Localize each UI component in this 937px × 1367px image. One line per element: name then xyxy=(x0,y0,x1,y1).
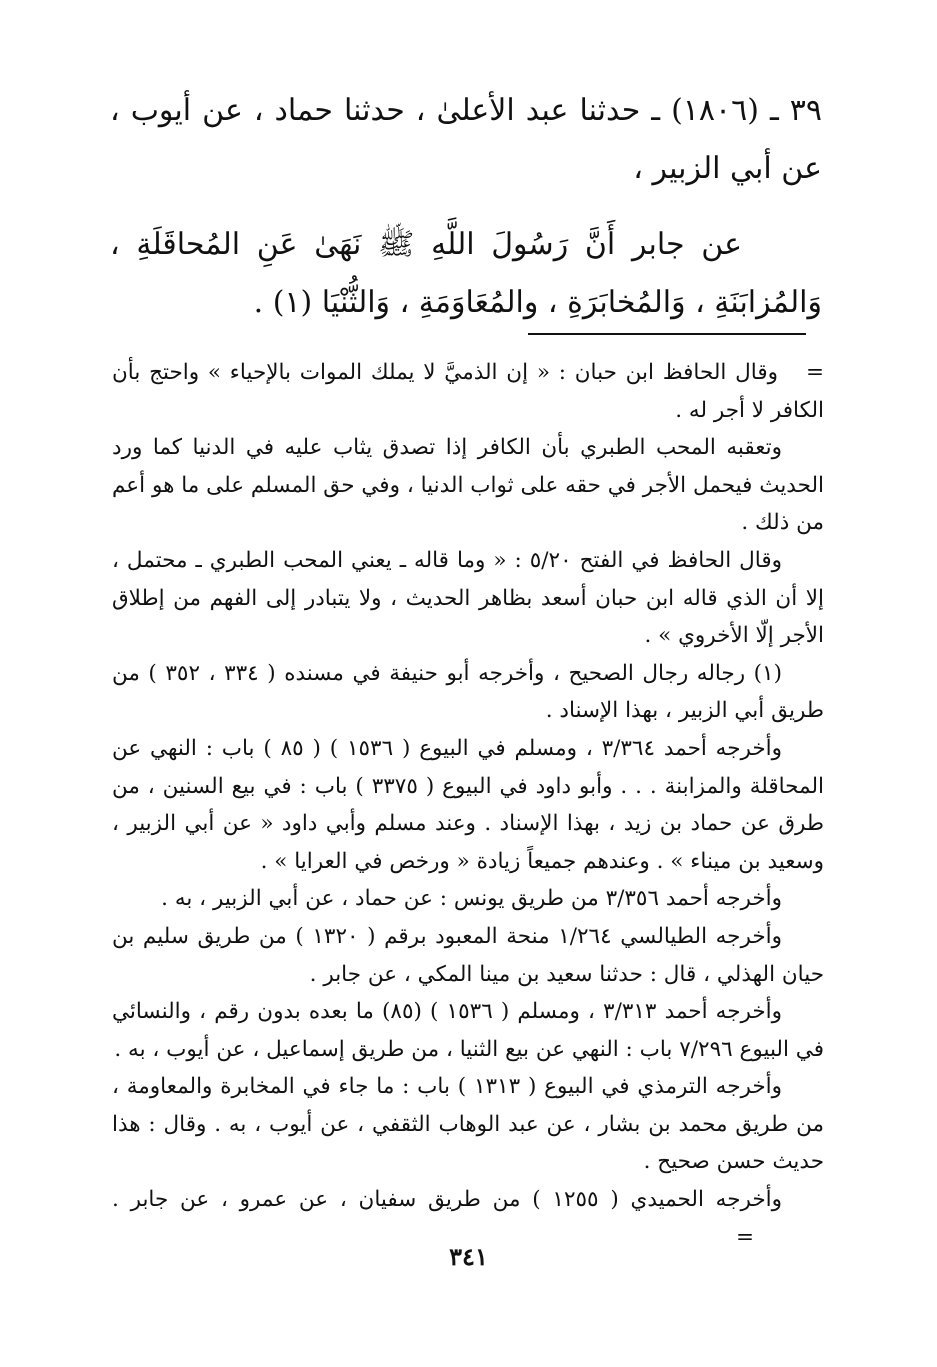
continues-mark: = xyxy=(735,1224,754,1250)
footnote-continued xyxy=(112,354,824,429)
footnote-separator xyxy=(528,333,806,335)
footnote-text: وقال الحافظ ابن حبان : « إن الذميَّ لا يملك الموات بالإحياء » واحتج بأن الكافر لا أجر له . xyxy=(112,360,824,423)
footnote-paragraph: وأخرجه أحمد ٣/٣١٣ ، ومسلم ( ١٥٣٦ ) (٨٥) ما بعده بدون رقم ، والنسائي في البيوع ٧/٢٩٦ باب : النهي عن بيع الثنيا ، من طريق إسماعيل ، عن أيوب ، به . xyxy=(112,999,824,1062)
footnote-paragraph: وأخرجه أحمد ٣/٣٥٦ من طريق يونس : عن حماد ، عن أبي الزبير ، به . xyxy=(161,886,782,912)
footnote-paragraph: وأخرجه أحمد ٣/٣٦٤ ، ومسلم في البيوع ( ١٥٣٦ ) ( ٨٥ ) باب : النهي عن المحاقلة والمزابنة . . . وأبو داود في البيوع ( ٣٣٧٥ ) باب : في بيع السنين ، من طرق عن حماد بن زيد ، بهذا الإسناد . وعند مسلم وأبي داود « عن أبي الزبير ، وسعيد بن ميناء » . وعندهم جميعاً زيادة « ورخص في العرايا » . xyxy=(112,735,824,874)
footnotes-block xyxy=(112,354,824,1256)
hadith-matn: عن جابر أَنَّ رَسُولَ اللَّهِ ﷺ نَهَىٰ عَنِ المُحاقَلَةِ ، وَالمُزابَنَةِ ، وَالمُخابَرَةِ ، والمُعَاوَمَةِ ، وَالثُّنْيَا (١) . xyxy=(110,227,822,320)
footnote-1: (١) رجاله رجال الصحيح ، وأخرجه أبو حنيفة في مسنده ( ٣٣٤ ، ٣٥٢ ) من طريق أبي الزبير ، بهذا الإسناد . xyxy=(112,660,824,724)
hadith-text-block xyxy=(110,82,822,332)
footnote-paragraph: وتعقبه المحب الطبري بأن الكافر إذا تصدق يثاب عليه في الدنيا كما ورد الحديث فيحمل الأجر في حقه على ثواب الدنيا ، وفي حق المسلم على ما هو أعم من ذلك . xyxy=(112,435,824,536)
footnote-paragraph: وأخرجه الطيالسي ١/٢٦٤ منحة المعبود برقم ( ١٣٢٠ ) من طريق سليم بن حيان الهذلي ، قال : حدثنا سعيد بن مينا المكي ، عن جابر . xyxy=(112,923,824,987)
footnote-paragraph: وقال الحافظ في الفتح ٥/٢٠ : « وما قاله ـ يعني المحب الطبري ـ محتمل ، إلا أن الذي قاله ابن حبان أسعد بظاهر الحديث ، ولا يتبادر إلى الفهم من إطلاق الأجر إلّا الأخروي » . xyxy=(112,547,824,649)
footnote-paragraph: وأخرجه الترمذي في البيوع ( ١٣١٣ ) باب : ما جاء في المخابرة والمعاومة ، من طريق محمد بن بشار ، عن عبد الوهاب الثقفي ، عن أيوب ، به . وقال : هذا حديث حسن صحيح . xyxy=(112,1074,824,1175)
isnad-line: ٣٩ ـ (١٨٠٦) ـ حدثنا عبد الأعلىٰ ، حدثنا حماد ، عن أيوب ، عن أبي الزبير ، xyxy=(110,93,822,186)
continuation-mark: = xyxy=(805,360,824,385)
footnote-text: وأخرجه الحميدي ( ١٢٥٥ ) من طريق سفيان ، عن عمرو ، عن جابر . xyxy=(112,1187,782,1213)
page-number: ٣٤١ xyxy=(449,1242,488,1271)
